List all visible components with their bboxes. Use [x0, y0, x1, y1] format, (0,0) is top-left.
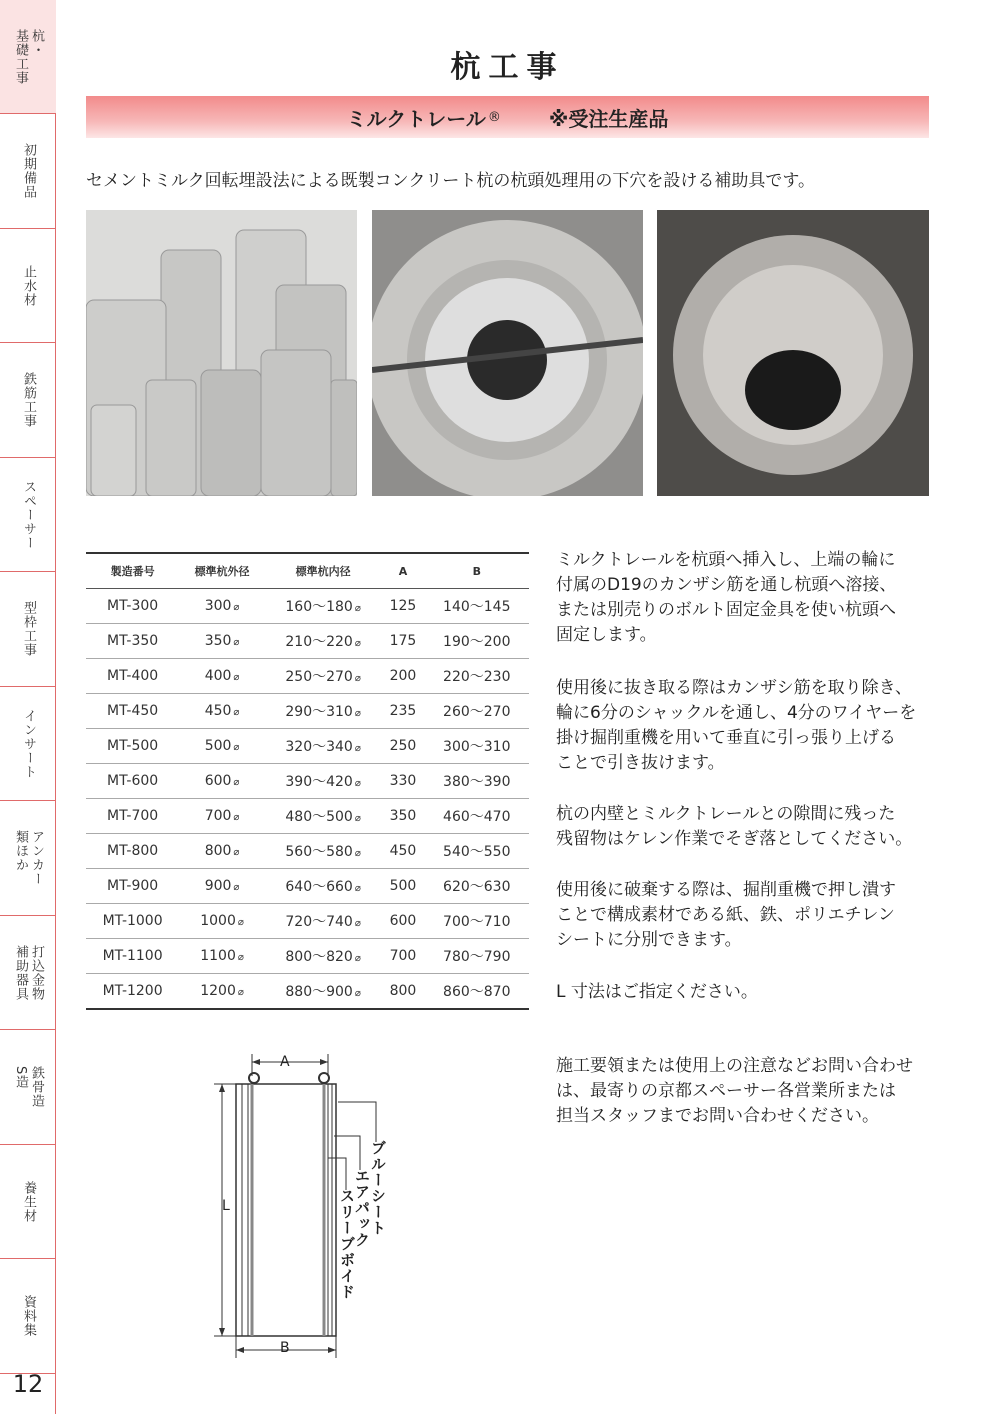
- header-model: 製造番号: [86, 553, 179, 589]
- cell-inner-diameter-value: 640～660: [285, 879, 353, 895]
- dimension-l-label: L: [222, 1198, 230, 1214]
- sidebar-tab-label: 打込金物 補助器具: [13, 944, 44, 1001]
- diameter-symbol: ⌀: [354, 813, 361, 824]
- cell-inner-diameter-value: 250～270: [285, 669, 353, 685]
- sidebar-tab-3[interactable]: [0, 344, 56, 458]
- header-a: A: [381, 553, 424, 589]
- cell-outer-diameter-value: 1200: [200, 983, 236, 999]
- made-to-order-note: ※受注生産品: [548, 106, 669, 131]
- cell-model-value: MT-1000: [102, 913, 163, 929]
- sidebar-tab-label: 止水材: [21, 264, 36, 307]
- cell-a-value: 800: [389, 983, 417, 999]
- cell-b: [425, 834, 529, 869]
- cell-model: [86, 589, 179, 624]
- cell-inner-diameter: [265, 939, 381, 974]
- cell-inner-diameter: [265, 729, 381, 764]
- cell-outer-diameter-value: 700: [204, 808, 232, 824]
- dimension-b-label: B: [280, 1340, 290, 1356]
- sidebar-tab-2[interactable]: [0, 229, 56, 343]
- product-photo-installed-top: [372, 210, 643, 496]
- cell-model-value: MT-700: [107, 808, 159, 824]
- cell-b: [425, 659, 529, 694]
- cell-model-value: MT-400: [107, 668, 159, 684]
- cell-b: [425, 729, 529, 764]
- cell-b: [425, 974, 529, 1010]
- cell-model-value: MT-1100: [102, 948, 163, 964]
- diameter-symbol: ⌀: [233, 742, 240, 753]
- cell-a: [381, 694, 424, 729]
- table-row: [86, 869, 529, 904]
- cell-b: [425, 589, 529, 624]
- diameter-symbol: ⌀: [233, 812, 240, 823]
- cell-b-value: 190～200: [443, 634, 511, 650]
- cell-outer-diameter-value: 600: [204, 773, 232, 789]
- cell-inner-diameter-value: 800～820: [285, 949, 353, 965]
- cell-outer-diameter: [179, 799, 265, 834]
- cell-a-value: 450: [389, 843, 417, 859]
- cell-inner-diameter-value: 160～180: [285, 599, 353, 615]
- cell-outer-diameter: [179, 624, 265, 659]
- sidebar-tab-8[interactable]: [0, 916, 56, 1030]
- cell-model-value: MT-600: [107, 773, 159, 789]
- product-photo-pile-hole: [657, 210, 929, 496]
- diameter-symbol: ⌀: [237, 987, 244, 998]
- cell-b-value: 860～870: [443, 984, 511, 1000]
- product-intro: セメントミルク回転埋設法による既製コンクリート杭の杭頭処理用の下穴を設ける補助具です。: [86, 171, 815, 191]
- page-title: 杭工事: [450, 50, 565, 85]
- sidebar-tab-11[interactable]: [0, 1260, 56, 1374]
- cell-inner-diameter-value: 560～580: [285, 844, 353, 860]
- label-sleeve-void: スリーブボイド: [338, 1188, 356, 1300]
- cell-b-value: 540～550: [443, 844, 511, 860]
- diameter-symbol: ⌀: [354, 673, 361, 684]
- sidebar-tab-0[interactable]: [0, 0, 56, 114]
- cell-model-value: MT-1200: [102, 983, 163, 999]
- diameter-symbol: ⌀: [354, 743, 361, 754]
- diameter-symbol: ⌀: [233, 707, 240, 718]
- cell-outer-diameter: [179, 729, 265, 764]
- cell-model: [86, 694, 179, 729]
- table-row: [86, 764, 529, 799]
- table-row: [86, 974, 529, 1010]
- cell-outer-diameter-value: 450: [204, 703, 232, 719]
- cell-b: [425, 869, 529, 904]
- cell-b-value: 700～710: [443, 914, 511, 930]
- cell-a: [381, 834, 424, 869]
- cell-inner-diameter-value: 880～900: [285, 984, 353, 1000]
- cell-outer-diameter-value: 1100: [200, 948, 236, 964]
- cell-a: [381, 904, 424, 939]
- diameter-symbol: ⌀: [354, 603, 361, 614]
- cell-a: [381, 589, 424, 624]
- cell-a: [381, 799, 424, 834]
- page-number: 12: [12, 1370, 44, 1398]
- cell-a-value: 330: [389, 773, 417, 789]
- header-b: B: [425, 553, 529, 589]
- cell-b-value: 780～790: [443, 949, 511, 965]
- cell-b: [425, 799, 529, 834]
- spec-table: [86, 552, 529, 1010]
- cell-outer-diameter-value: 500: [204, 738, 232, 754]
- cell-model: [86, 939, 179, 974]
- diameter-symbol: ⌀: [354, 883, 361, 894]
- diameter-symbol: ⌀: [233, 847, 240, 858]
- cell-outer-diameter: [179, 694, 265, 729]
- diameter-symbol: ⌀: [354, 638, 361, 649]
- cell-model: [86, 764, 179, 799]
- cell-outer-diameter: [179, 764, 265, 799]
- cell-model: [86, 904, 179, 939]
- description-contact: 施工要領または使用上の注意などお問い合わせ は、最寄りの京都スペーサー各営業所または 担当スタッフまでお問い合わせください。: [556, 1056, 913, 1126]
- sidebar-tab-9[interactable]: [0, 1031, 56, 1145]
- product-banner: [86, 96, 929, 138]
- cell-a-value: 125: [389, 598, 417, 614]
- cell-model: [86, 799, 179, 834]
- diameter-symbol: ⌀: [233, 602, 240, 613]
- cell-model-value: MT-500: [107, 738, 159, 754]
- cell-model-value: MT-350: [107, 633, 159, 649]
- cell-a-value: 235: [389, 703, 417, 719]
- cell-a-value: 600: [389, 913, 417, 929]
- cell-a-value: 700: [389, 948, 417, 964]
- diameter-symbol: ⌀: [354, 708, 361, 719]
- cell-a-value: 350: [389, 808, 417, 824]
- description-length-note: L 寸法はご指定ください。: [556, 982, 758, 1002]
- table-row: [86, 624, 529, 659]
- cell-model: [86, 659, 179, 694]
- cell-inner-diameter: [265, 694, 381, 729]
- cell-model-value: MT-300: [107, 598, 159, 614]
- sidebar-tab-6[interactable]: [0, 687, 56, 801]
- description-disposal: 使用後に破棄する際は、掘削重機で押し潰す ことで構成素材である紙、鉄、ポリエチレン シートに分別できます。: [556, 880, 896, 950]
- cell-a: [381, 939, 424, 974]
- cell-outer-diameter-value: 400: [204, 668, 232, 684]
- cell-b-value: 140～145: [443, 599, 511, 615]
- table-header-row: [86, 553, 529, 589]
- diameter-symbol: ⌀: [237, 917, 244, 928]
- sidebar-tab-1[interactable]: [0, 115, 56, 229]
- cell-b-value: 220～230: [443, 669, 511, 685]
- cell-outer-diameter-value: 1000: [200, 913, 236, 929]
- registered-mark: ®: [487, 109, 501, 125]
- cell-inner-diameter-value: 480～500: [285, 809, 353, 825]
- cell-b: [425, 764, 529, 799]
- cell-model-value: MT-800: [107, 843, 159, 859]
- diameter-symbol: ⌀: [237, 952, 244, 963]
- diameter-symbol: ⌀: [233, 637, 240, 648]
- header-inner-diameter: 標準杭内径: [265, 553, 381, 589]
- cell-model-value: MT-450: [107, 703, 159, 719]
- cell-outer-diameter-value: 800: [204, 843, 232, 859]
- diameter-symbol: ⌀: [233, 882, 240, 893]
- sidebar-tab-label: スペーサー: [21, 479, 36, 550]
- cell-model-value: MT-900: [107, 878, 159, 894]
- sidebar-tab-label: 杭・ 基礎工事: [13, 28, 44, 85]
- cell-inner-diameter: [265, 589, 381, 624]
- cell-a: [381, 624, 424, 659]
- label-blue-sheet: ブルーシート: [369, 1140, 387, 1236]
- cell-inner-diameter: [265, 974, 381, 1010]
- cell-model: [86, 974, 179, 1010]
- cell-a-value: 175: [389, 633, 417, 649]
- cell-a: [381, 764, 424, 799]
- cell-b: [425, 624, 529, 659]
- cell-model: [86, 624, 179, 659]
- table-row: [86, 659, 529, 694]
- cell-a-value: 250: [389, 738, 417, 754]
- cell-model: [86, 729, 179, 764]
- cell-outer-diameter: [179, 974, 265, 1010]
- sidebar-tab-label: インサート: [21, 708, 36, 779]
- cell-b: [425, 694, 529, 729]
- cell-outer-diameter: [179, 869, 265, 904]
- cell-b-value: 460～470: [443, 809, 511, 825]
- cell-b-value: 300～310: [443, 739, 511, 755]
- sidebar-tab-label: アンカー 類ほか: [13, 830, 44, 886]
- cell-outer-diameter: [179, 659, 265, 694]
- table-row: [86, 589, 529, 624]
- cell-outer-diameter-value: 350: [204, 633, 232, 649]
- cell-inner-diameter-value: 290～310: [285, 704, 353, 720]
- label-air-pack: エアパック: [353, 1168, 371, 1248]
- cell-inner-diameter-value: 390～420: [285, 774, 353, 790]
- cell-outer-diameter: [179, 834, 265, 869]
- cell-a: [381, 869, 424, 904]
- product-name: ミルクトレール: [346, 106, 486, 131]
- sidebar-tab-label: 鉄骨造 S造: [13, 1066, 44, 1108]
- sidebar-tab-label: 初期備品: [21, 143, 36, 199]
- table-row: [86, 799, 529, 834]
- cell-b-value: 380～390: [443, 774, 511, 790]
- sidebar-tab-4[interactable]: [0, 458, 56, 572]
- sidebar-tab-label: 養生材: [21, 1180, 36, 1223]
- cell-outer-diameter-value: 300: [204, 598, 232, 614]
- cell-inner-diameter: [265, 764, 381, 799]
- cell-inner-diameter: [265, 869, 381, 904]
- sidebar-tab-label: 資料集: [21, 1295, 36, 1337]
- cell-model: [86, 834, 179, 869]
- cell-b: [425, 939, 529, 974]
- table-row: [86, 939, 529, 974]
- diameter-symbol: ⌀: [233, 777, 240, 788]
- category-sidebar: [0, 0, 56, 1414]
- cell-a: [381, 659, 424, 694]
- cell-inner-diameter: [265, 834, 381, 869]
- sidebar-tab-10[interactable]: [0, 1145, 56, 1259]
- cell-a-value: 200: [389, 668, 417, 684]
- cell-b-value: 260～270: [443, 704, 511, 720]
- cell-outer-diameter: [179, 904, 265, 939]
- cell-b-value: 620～630: [443, 879, 511, 895]
- diameter-symbol: ⌀: [354, 953, 361, 964]
- diameter-symbol: ⌀: [354, 988, 361, 999]
- header-outer-diameter: 標準杭外径: [179, 553, 265, 589]
- cell-model: [86, 869, 179, 904]
- product-photo-rolls: [86, 210, 357, 496]
- sidebar-tab-7[interactable]: [0, 802, 56, 916]
- cell-outer-diameter-value: 900: [204, 878, 232, 894]
- diameter-symbol: ⌀: [354, 918, 361, 929]
- diameter-symbol: ⌀: [354, 778, 361, 789]
- cell-inner-diameter-value: 320～340: [285, 739, 353, 755]
- cell-inner-diameter: [265, 904, 381, 939]
- table-row: [86, 904, 529, 939]
- cell-b: [425, 904, 529, 939]
- cell-inner-diameter-value: 720～740: [285, 914, 353, 930]
- product-diagram: [200, 1040, 440, 1370]
- table-row: [86, 694, 529, 729]
- diameter-symbol: ⌀: [233, 672, 240, 683]
- sidebar-tab-label: 鉄筋工事: [21, 372, 36, 428]
- cell-inner-diameter: [265, 659, 381, 694]
- cell-a-value: 500: [389, 878, 417, 894]
- cell-outer-diameter: [179, 589, 265, 624]
- sidebar-tab-label: 型枠工事: [21, 601, 36, 657]
- cell-outer-diameter: [179, 939, 265, 974]
- cell-inner-diameter: [265, 624, 381, 659]
- description-cleaning: 杭の内壁とミルクトレールとの隙間に残った 残留物はケレン作業でそぎ落としてください。: [556, 804, 913, 849]
- table-row: [86, 834, 529, 869]
- cell-inner-diameter: [265, 799, 381, 834]
- sidebar-tab-5[interactable]: [0, 573, 56, 687]
- cell-inner-diameter-value: 210～220: [285, 634, 353, 650]
- description-install: ミルクトレールを杭頭へ挿入し、上端の輪に 付属のD19のカンザシ筋を通し杭頭へ溶接、 または別売りのボルト固定金具を使い杭頭へ 固定します。: [556, 550, 897, 645]
- table-row: [86, 729, 529, 764]
- description-removal: 使用後に抜き取る際はカンザシ筋を取り除き、 輪に6分のシャックルを通し、4分のワイヤーを 掛け掘削重機を用いて垂直に引っ張り上げる ことで引き抜けます。: [556, 678, 917, 773]
- dimension-a-label: A: [280, 1054, 290, 1070]
- cell-a: [381, 974, 424, 1010]
- diameter-symbol: ⌀: [354, 848, 361, 859]
- cell-a: [381, 729, 424, 764]
